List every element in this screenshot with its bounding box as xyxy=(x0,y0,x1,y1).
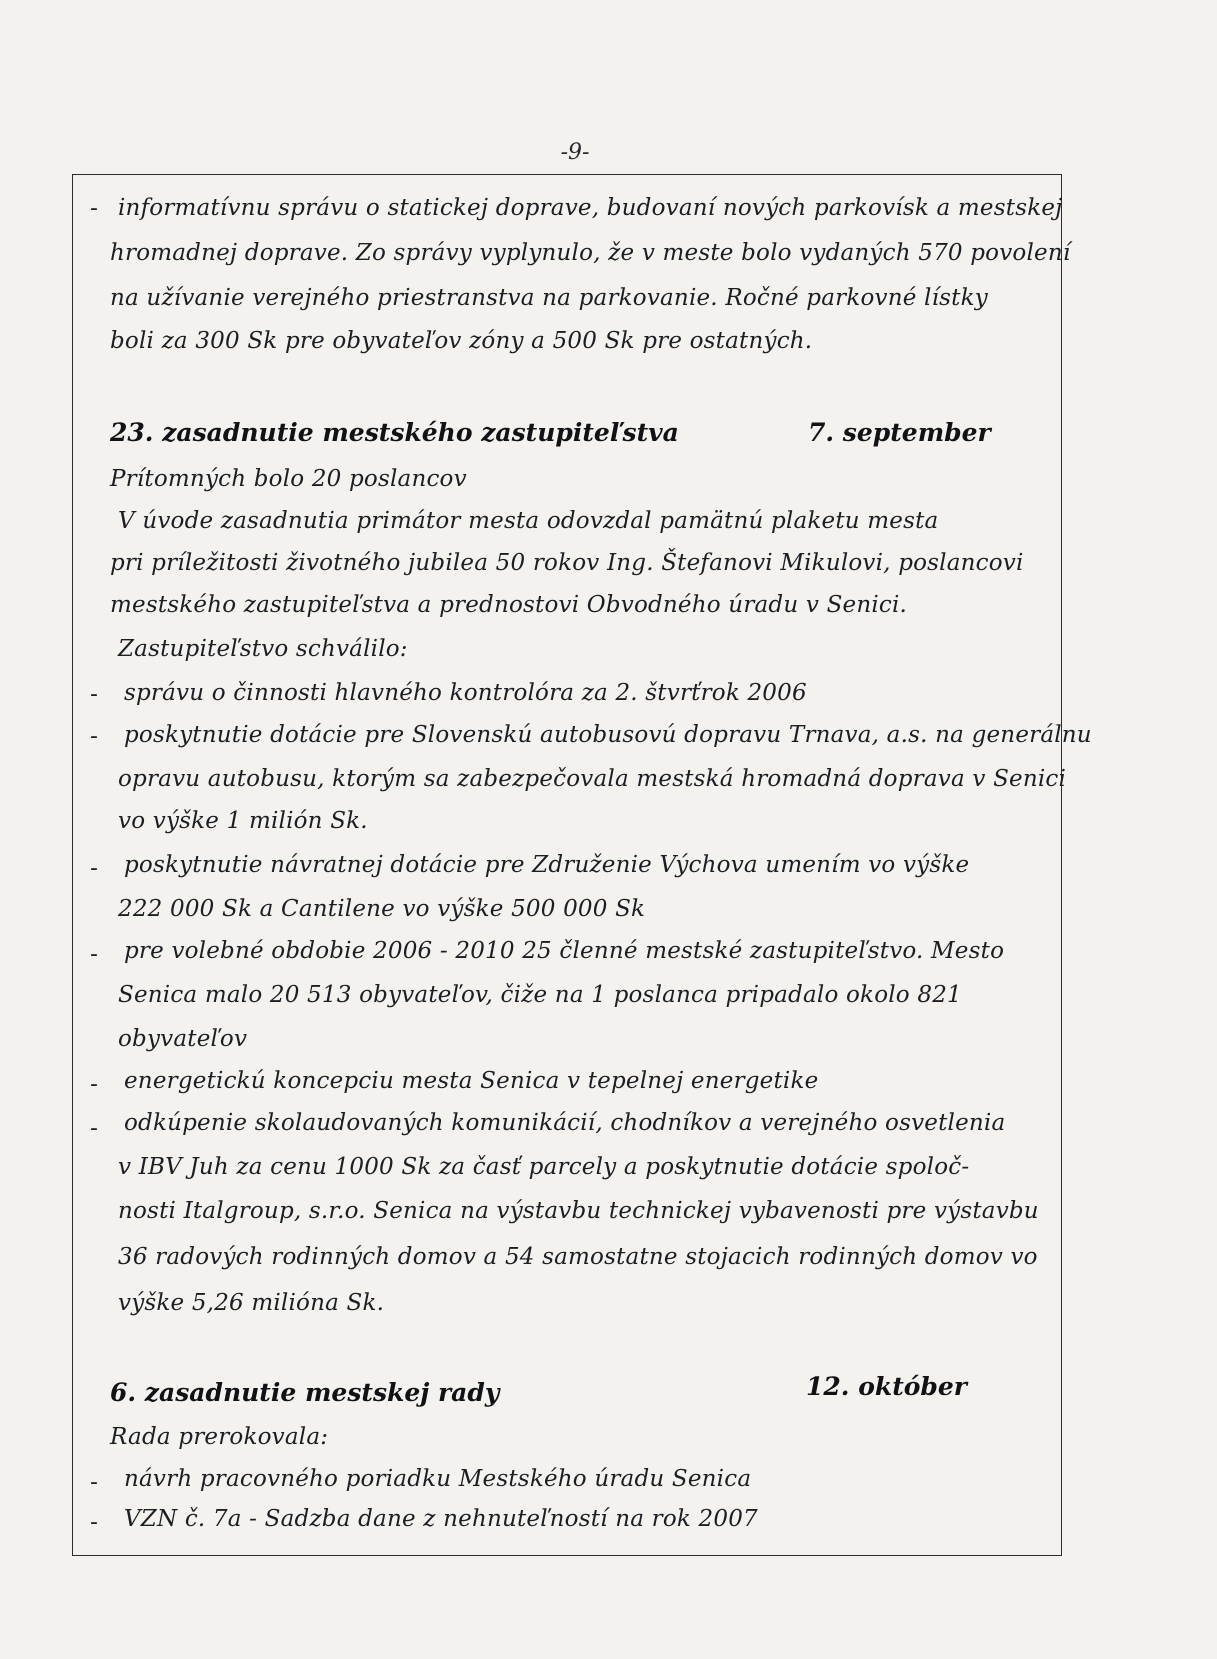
bullet-dash: - xyxy=(90,1072,98,1097)
bullet-dash: - xyxy=(90,1470,98,1495)
section-6-discussed-label: Rada prerokovala: xyxy=(110,1424,329,1450)
section-23-item-3-line-2: 222 000 Sk a Cantilene vo výške 500 000 Sk xyxy=(118,896,646,922)
section-6-date: 12. október xyxy=(806,1372,967,1401)
section-23-item-6-line-5: výške 5,26 milióna Sk. xyxy=(118,1290,385,1316)
section-23-item-6-line-2: v IBV Juh za cenu 1000 Sk za časť parcely a poskytnutie dotácie spoloč- xyxy=(118,1154,970,1180)
section-23-item-5: energetickú koncepciu mesta Senica v tepelnej energetike xyxy=(124,1068,819,1094)
intro-line-1: informatívnu správu o statickej doprave, budovaní nových parkovísk a mestskej xyxy=(118,195,1063,221)
section-6-title: 6. zasadnutie mestskej rady xyxy=(110,1378,500,1407)
bullet-dash: - xyxy=(90,942,98,967)
section-23-item-6-line-4: 36 radových rodinných domov a 54 samostatne stojacich rodinných domov vo xyxy=(118,1244,1038,1270)
section-23-item-4-line-2: Senica malo 20 513 obyvateľov, čiže na 1 poslanca pripadalo okolo 821 xyxy=(118,982,962,1008)
intro-line-3: na užívanie verejného priestranstva na parkovanie. Ročné parkovné lístky xyxy=(110,285,988,311)
page-number: -9- xyxy=(560,140,590,165)
section-23-item-3-line-1: poskytnutie návratnej dotácie pre Združenie Výchova umením vo výške xyxy=(124,852,970,878)
section-23-text-3: mestského zastupiteľstva a prednostovi Obvodného úradu v Senici. xyxy=(110,592,908,618)
section-23-item-2-line-1: poskytnutie dotácie pre Slovenskú autobusovú dopravu Trnava, a.s. na generálnu xyxy=(124,722,1092,748)
section-23-item-4-line-3: obyvateľov xyxy=(118,1026,248,1052)
section-6-item-2: VZN č. 7a - Sadzba dane z nehnuteľností na rok 2007 xyxy=(124,1506,758,1532)
section-23-item-2-line-2: opravu autobusu, ktorým sa zabezpečovala mestská hromadná doprava v Senici xyxy=(118,766,1067,792)
section-23-item-2-line-3: vo výške 1 milión Sk. xyxy=(118,808,368,834)
bullet-dash: - xyxy=(90,196,98,221)
bullet-dash: - xyxy=(90,682,98,707)
intro-line-2: hromadnej doprave. Zo správy vyplynulo, že v meste bolo vydaných 570 povolení xyxy=(110,240,1071,266)
section-23-text-2: pri príležitosti životného jubilea 50 rokov Ing. Štefanovi Mikulovi, poslancovi xyxy=(110,550,1024,576)
section-23-text-1: V úvode zasadnutia primátor mesta odovzdal pamätnú plaketu mesta xyxy=(118,508,939,534)
section-23-item-6-line-1: odkúpenie skolaudovaných komunikácií, chodníkov a verejného osvetlenia xyxy=(124,1110,1006,1136)
intro-line-4: boli za 300 Sk pre obyvateľov zóny a 500 Sk pre ostatných. xyxy=(110,328,813,354)
section-23-item-1: správu o činnosti hlavného kontrolóra za 2. štvrťrok 2006 xyxy=(124,680,807,706)
bullet-dash: - xyxy=(90,856,98,881)
section-23-item-4-line-1: pre volebné obdobie 2006 - 2010 25 členné mestské zastupiteľstvo. Mesto xyxy=(124,938,1005,964)
section-23-title: 23. zasadnutie mestského zastupiteľstva xyxy=(110,418,679,447)
bullet-dash: - xyxy=(90,1116,98,1141)
section-23-approved-label: Zastupiteľstvo schválilo: xyxy=(118,636,408,662)
bullet-dash: - xyxy=(90,724,98,749)
section-23-item-6-line-3: nosti Italgroup, s.r.o. Senica na výstavbu technickej vybavenosti pre výstavbu xyxy=(118,1198,1039,1224)
section-23-attendance: Prítomných bolo 20 poslancov xyxy=(110,466,467,492)
section-23-date: 7. september xyxy=(808,418,991,447)
bullet-dash: - xyxy=(90,1510,98,1535)
section-6-item-1: návrh pracovného poriadku Mestského úradu Senica xyxy=(124,1466,752,1492)
